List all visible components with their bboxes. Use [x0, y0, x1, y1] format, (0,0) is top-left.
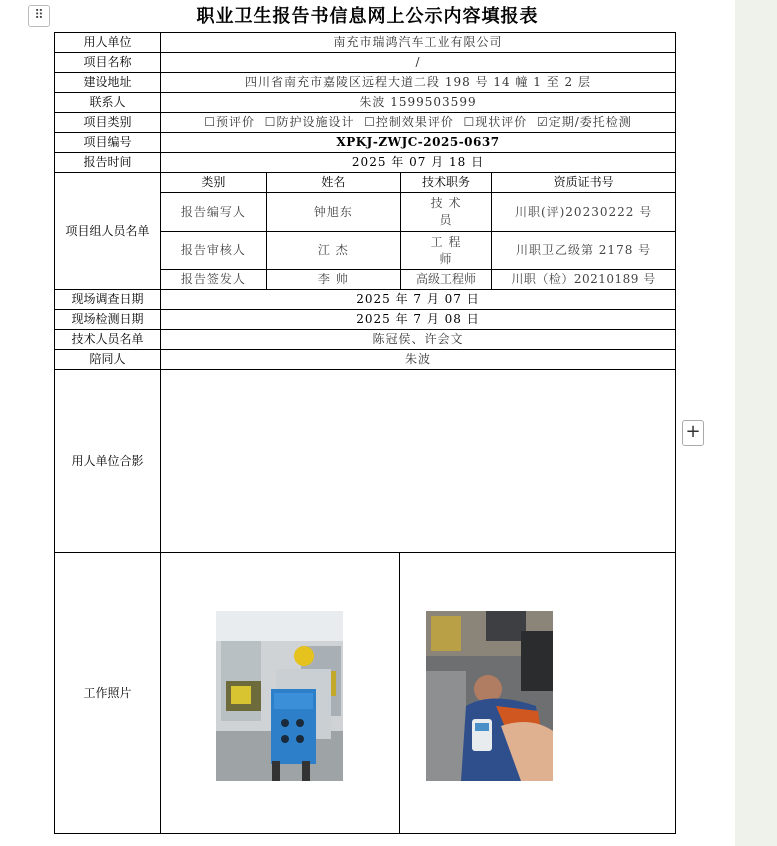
team-cell: [161, 173, 676, 290]
category-label: 项目类别: [55, 113, 161, 133]
add-row-button[interactable]: +: [682, 420, 704, 446]
work-photo-1-image: [216, 611, 343, 781]
category-checkbox-pre-eval[interactable]: ☐预评价: [204, 115, 256, 129]
project-no-label: 项目编号: [55, 133, 161, 153]
contact-value[interactable]: 朱波 1599503599: [161, 93, 676, 113]
survey-date-value[interactable]: 2025 年 7 月 07 日: [161, 290, 676, 310]
report-time-label: 报告时间: [55, 153, 161, 173]
team-row-title[interactable]: 高级工程师: [400, 270, 491, 290]
tech-staff-value[interactable]: 陈冠侯、许会文: [161, 330, 676, 350]
category-checkbox-status-eval[interactable]: ☐现状评价: [463, 115, 528, 129]
team-row-cert[interactable]: 川职(评)20230222 号: [492, 193, 675, 232]
work-photo-label: 工作照片: [55, 553, 161, 834]
survey-date-label: 现场调查日期: [55, 290, 161, 310]
team-row-cert[interactable]: 川职卫乙级第 2178 号: [492, 232, 675, 270]
team-row-title[interactable]: 技 术 员: [400, 193, 491, 232]
team-row-role[interactable]: 报告审核人: [161, 232, 266, 270]
report-form-table: [54, 32, 676, 834]
project-name-value[interactable]: /: [161, 53, 676, 73]
group-photo-label: 用人单位合影: [55, 370, 161, 553]
address-label: 建设地址: [55, 73, 161, 93]
project-no-value[interactable]: XPKJ-ZWJC-2025-0637: [161, 133, 676, 153]
escort-label: 陪同人: [55, 350, 161, 370]
team-row-cert[interactable]: 川职（检）20210189 号: [492, 270, 675, 290]
team-header-title: 技术职务: [400, 173, 491, 193]
test-date-label: 现场检测日期: [55, 310, 161, 330]
side-panel-strip: [735, 0, 777, 846]
report-time-value[interactable]: 2025 年 07 月 18 日: [161, 153, 676, 173]
category-checkbox-control-effect[interactable]: ☐控制效果评价: [364, 115, 454, 129]
address-value[interactable]: 四川省南充市嘉陵区远程大道二段 198 号 14 幢 1 至 2 层: [161, 73, 676, 93]
category-options: [161, 113, 676, 133]
escort-value[interactable]: 朱波: [161, 350, 676, 370]
team-row-role[interactable]: 报告签发人: [161, 270, 266, 290]
team-row-role[interactable]: 报告编写人: [161, 193, 266, 232]
drag-handle-icon[interactable]: ⠿: [28, 5, 50, 27]
team-header-name: 姓名: [266, 173, 400, 193]
category-checkbox-periodic-test[interactable]: ☑定期/委托检测: [536, 115, 632, 129]
test-date-value[interactable]: 2025 年 7 月 08 日: [161, 310, 676, 330]
project-name-label: 项目名称: [55, 53, 161, 73]
team-table: [161, 173, 675, 289]
category-checkbox-protection-design[interactable]: ☐防护设施设计: [264, 115, 355, 129]
group-photo-cell[interactable]: [161, 370, 676, 553]
team-header-role: 类别: [161, 173, 266, 193]
team-row-name[interactable]: 钟旭东: [266, 193, 400, 232]
team-row-name[interactable]: 江 杰: [266, 232, 400, 270]
work-photo-2-image: [426, 611, 553, 781]
team-row-name[interactable]: 李 帅: [266, 270, 400, 290]
contact-label: 联系人: [55, 93, 161, 113]
team-row-title[interactable]: 工 程 师: [400, 232, 491, 270]
team-header-cert: 资质证书号: [492, 173, 675, 193]
tech-staff-label: 技术人员名单: [55, 330, 161, 350]
team-label: 项目组人员名单: [55, 173, 161, 290]
employer-label: 用人单位: [55, 33, 161, 53]
page-title: 职业卫生报告书信息网上公示内容填报表: [196, 6, 539, 27]
employer-value[interactable]: 南充市瑞鸿汽车工业有限公司: [161, 33, 676, 53]
